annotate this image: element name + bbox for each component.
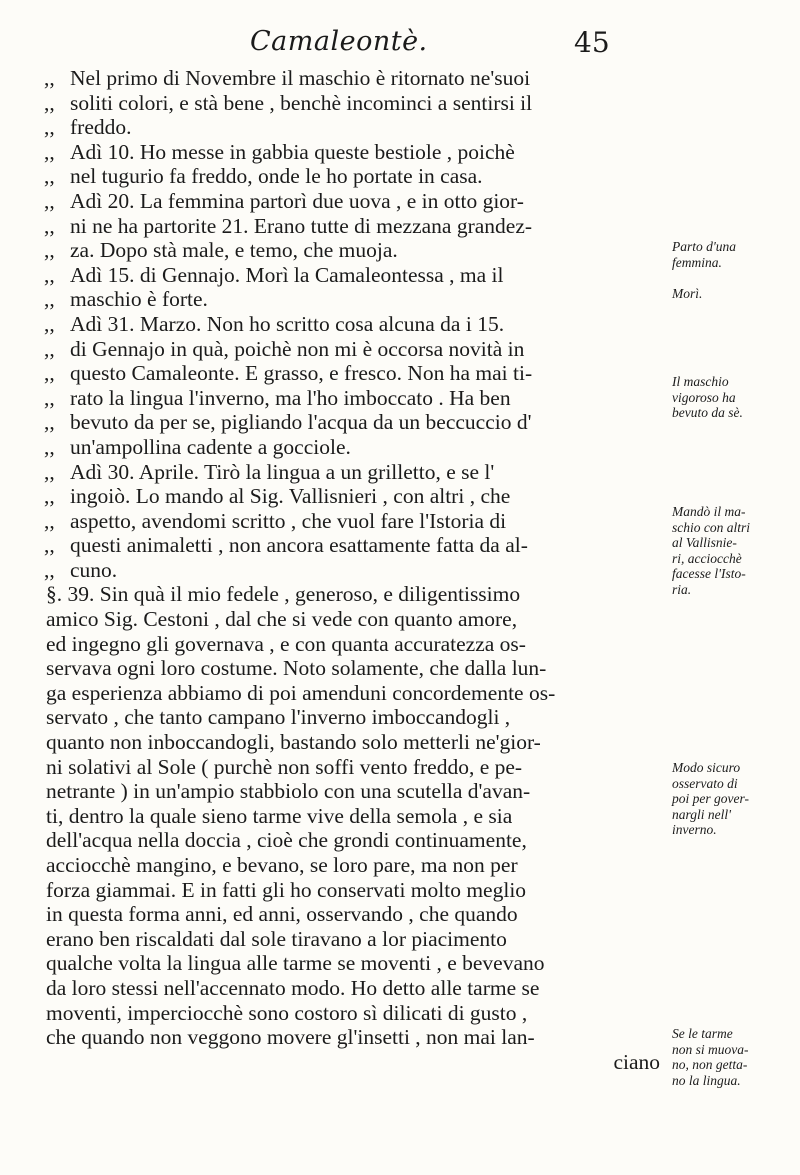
text-line xyxy=(44,460,660,485)
page-number: 45 xyxy=(574,26,610,59)
text-line-content: forza giammai. E in fatti gli ho conservati molto meglio xyxy=(46,877,527,902)
text-line xyxy=(44,681,660,706)
text-line xyxy=(44,705,660,730)
text-line xyxy=(44,582,660,607)
text-line-content: Adì 15. di Gennajo. Morì la Camaleontessa , ma il xyxy=(70,262,504,287)
quotation-mark: ,, xyxy=(44,557,55,582)
text-line xyxy=(44,484,660,509)
quotation-mark: ,, xyxy=(44,213,55,238)
text-line xyxy=(44,558,660,583)
text-line xyxy=(44,1025,660,1050)
marginal-note-line: bevuto da sè. xyxy=(672,405,743,420)
text-line-content: in questa forma anni, ed anni, osservando , che quando xyxy=(46,902,518,927)
marginal-note-line: Modo sicuro xyxy=(672,760,741,775)
text-line-content: ingoiò. Lo mando al Sig. Vallisnieri , con altri , che xyxy=(70,484,511,509)
text-line-content: cuno. xyxy=(70,557,118,582)
text-line-content: ti, dentro la quale sieno tarme vive della semola , e sia xyxy=(46,803,513,828)
text-line-content: questo Camaleonte. E grasso, e fresco. Non ha mai ti- xyxy=(70,361,533,386)
quotation-mark: ,, xyxy=(44,164,55,189)
text-line xyxy=(44,164,660,189)
text-line xyxy=(44,607,660,632)
text-line xyxy=(44,410,660,435)
text-line-content: rato la lingua l'inverno, ma l'ho imboccato . Ha ben xyxy=(70,385,511,410)
text-line-content: soliti colori, e stà bene , benchè incominci a sentirsi il xyxy=(70,90,533,115)
marginal-note-line: no, non getta- xyxy=(672,1057,748,1072)
text-line-content: servato , che tanto campano l'inverno imboccandogli , xyxy=(46,705,511,730)
text-line xyxy=(44,779,660,804)
marginal-note-line: non si muova- xyxy=(672,1041,749,1057)
text-line xyxy=(44,730,660,755)
quotation-mark: ,, xyxy=(44,262,55,287)
text-line-content: acciocchè mangino, e bevano, se loro pare, ma non per xyxy=(46,853,518,877)
text-line-content: questi animaletti , non ancora esattamente fatta da al- xyxy=(70,533,528,558)
quotation-mark: ,, xyxy=(44,533,55,558)
marginal-note-line: Il maschio xyxy=(672,374,729,389)
text-line xyxy=(44,509,660,534)
text-line xyxy=(44,976,660,1001)
quotation-mark: ,, xyxy=(44,139,55,164)
quotation-mark: ,, xyxy=(44,238,55,263)
text-line-content: netrante ) in un'ampio stabbiolo con una scutella d'avan- xyxy=(46,779,531,804)
text-line-content: che quando non veggono movere gl'insetti , non mai lan- xyxy=(46,1025,535,1050)
marginal-note-line: nargli nell' xyxy=(672,806,732,822)
quotation-mark: ,, xyxy=(44,287,55,312)
quotation-mark: ,, xyxy=(44,459,55,484)
text-line xyxy=(44,189,660,214)
marginal-note-line: ri, acciocchè xyxy=(672,550,742,566)
text-line xyxy=(44,755,660,780)
marginal-note-line: Mandò il ma- xyxy=(672,504,746,519)
quotation-mark: ,, xyxy=(44,484,55,509)
text-line xyxy=(44,902,660,927)
text-line-content: ni solativi al Sole ( purchè non soffi vento freddo, e pe- xyxy=(46,754,523,779)
quotation-mark: ,, xyxy=(44,385,55,410)
quotation-mark: ,, xyxy=(44,66,55,90)
text-line xyxy=(44,533,660,558)
text-line-content: ga esperienza abbiamo di poi amenduni concordemente os- xyxy=(46,680,556,705)
marginal-note-line: Morì. xyxy=(672,286,703,301)
main-text-column xyxy=(44,66,660,1074)
text-line xyxy=(44,386,660,411)
quotation-mark: ,, xyxy=(44,336,55,361)
marginal-note xyxy=(672,760,796,838)
text-line-content: erano ben riscaldati dal sole tiravano a lor piacimento xyxy=(46,926,507,951)
quotation-mark: ,, xyxy=(44,311,55,336)
text-line xyxy=(44,361,660,386)
text-line xyxy=(44,853,660,878)
text-line-content: §. 39. Sin quà il mio fedele , generoso, e diligentissimo xyxy=(46,582,521,607)
text-line-content: aspetto, avendomi scritto , che vuol fare l'Istoria di xyxy=(70,508,507,533)
text-line xyxy=(44,238,660,263)
text-line xyxy=(44,337,660,362)
text-line-content: Nel primo di Novembre il maschio è ritornato ne'suoi xyxy=(70,66,531,90)
marginal-note-line: no la lingua. xyxy=(672,1072,741,1088)
text-line xyxy=(44,1050,660,1075)
marginal-note-line: poi per gover- xyxy=(672,791,749,806)
marginal-note xyxy=(672,239,796,270)
quotation-mark: ,, xyxy=(44,188,55,213)
text-line xyxy=(44,91,660,116)
text-line-content: dell'acqua nella doccia , cioè che grondi continuamente, xyxy=(46,828,527,853)
marginal-note-line: ria. xyxy=(672,581,692,597)
text-line-content: quanto non inboccandogli, bastando solo metterli ne'gior- xyxy=(46,730,541,755)
marginal-note-line: facesse l'Isto- xyxy=(672,566,746,581)
text-line xyxy=(44,287,660,312)
text-line xyxy=(44,435,660,460)
text-line-content: qualche volta la lingua alle tarme se moventi , e bevevano xyxy=(46,951,545,976)
text-line-content: ni ne ha partorite 21. Erano tutte di mezzana grandez- xyxy=(70,213,533,238)
marginal-note-line: schio con altri xyxy=(672,519,750,535)
text-line-content: da loro stessi nell'accennato modo. Ho detto alle tarme se xyxy=(46,975,540,1000)
text-line xyxy=(44,656,660,681)
text-line xyxy=(44,632,660,657)
text-line-content: moventi, imperciocchè sono costoro sì dilicati di gusto , xyxy=(46,1000,528,1025)
quotation-mark: ,, xyxy=(44,410,55,435)
text-line-content: za. Dopo stà male, e temo, che muoja. xyxy=(70,238,398,263)
page-running-title: Camaleontè. xyxy=(250,26,428,57)
marginal-note-line: inverno. xyxy=(672,822,717,837)
marginal-note-line: al Vallisnie- xyxy=(672,535,737,550)
marginal-note xyxy=(672,504,796,597)
text-line xyxy=(44,804,660,829)
quotation-mark: ,, xyxy=(44,361,55,386)
text-line-content: Adì 20. La femmina partorì due uova , e in otto gior- xyxy=(70,188,524,213)
text-line xyxy=(44,927,660,952)
text-line-content: servava ogni loro costume. Noto solamente, che dalla lun- xyxy=(46,656,547,681)
text-line-content: di Gennajo in quà, poichè non mi è occorsa novità in xyxy=(70,336,525,361)
text-line-content: Adì 31. Marzo. Non ho scritto cosa alcuna da i 15. xyxy=(70,311,505,336)
marginal-note-line: vigoroso ha xyxy=(672,389,736,405)
quotation-mark: ,, xyxy=(44,90,55,115)
text-line xyxy=(44,828,660,853)
text-line-content: bevuto da per se, pigliando l'acqua da un beccuccio d' xyxy=(70,410,532,435)
text-line xyxy=(44,1001,660,1026)
text-line-content: Adì 10. Ho messe in gabbia queste bestiole , poichè xyxy=(70,139,515,164)
text-line xyxy=(44,66,660,91)
marginal-note xyxy=(672,1026,796,1088)
marginal-note-line: osservato di xyxy=(672,775,738,791)
marginal-note xyxy=(672,374,796,421)
running-header xyxy=(0,14,800,59)
text-line-content: ed ingegno gli governava , e con quanta accuratezza os- xyxy=(46,631,526,656)
text-line-content: maschio è forte. xyxy=(70,287,208,312)
quotation-mark: ,, xyxy=(44,434,55,459)
text-line xyxy=(44,214,660,239)
quotation-mark: ,, xyxy=(44,115,55,140)
marginal-note xyxy=(672,286,796,302)
text-line xyxy=(44,312,660,337)
quotation-mark: ,, xyxy=(44,508,55,533)
text-line-content: Adì 30. Aprile. Tirò la lingua a un grilletto, e se l' xyxy=(70,459,495,484)
marginal-note-line: femmina. xyxy=(672,254,722,270)
text-line xyxy=(44,140,660,165)
text-line-content: amico Sig. Cestoni , dal che si vede con quanto amore, xyxy=(46,607,518,632)
text-line-content: ciano xyxy=(613,1049,660,1074)
marginal-note-line: Parto d'una xyxy=(672,239,737,254)
text-line-content: nel tugurio fa freddo, onde le ho portate in casa. xyxy=(70,164,483,189)
marginal-note-line: Se le tarme xyxy=(672,1026,733,1041)
text-line xyxy=(44,951,660,976)
text-line xyxy=(44,115,660,140)
text-line-content: freddo. xyxy=(70,115,132,140)
text-line xyxy=(44,878,660,903)
text-line xyxy=(44,263,660,288)
text-line-content: un'ampollina cadente a gocciole. xyxy=(70,434,351,459)
